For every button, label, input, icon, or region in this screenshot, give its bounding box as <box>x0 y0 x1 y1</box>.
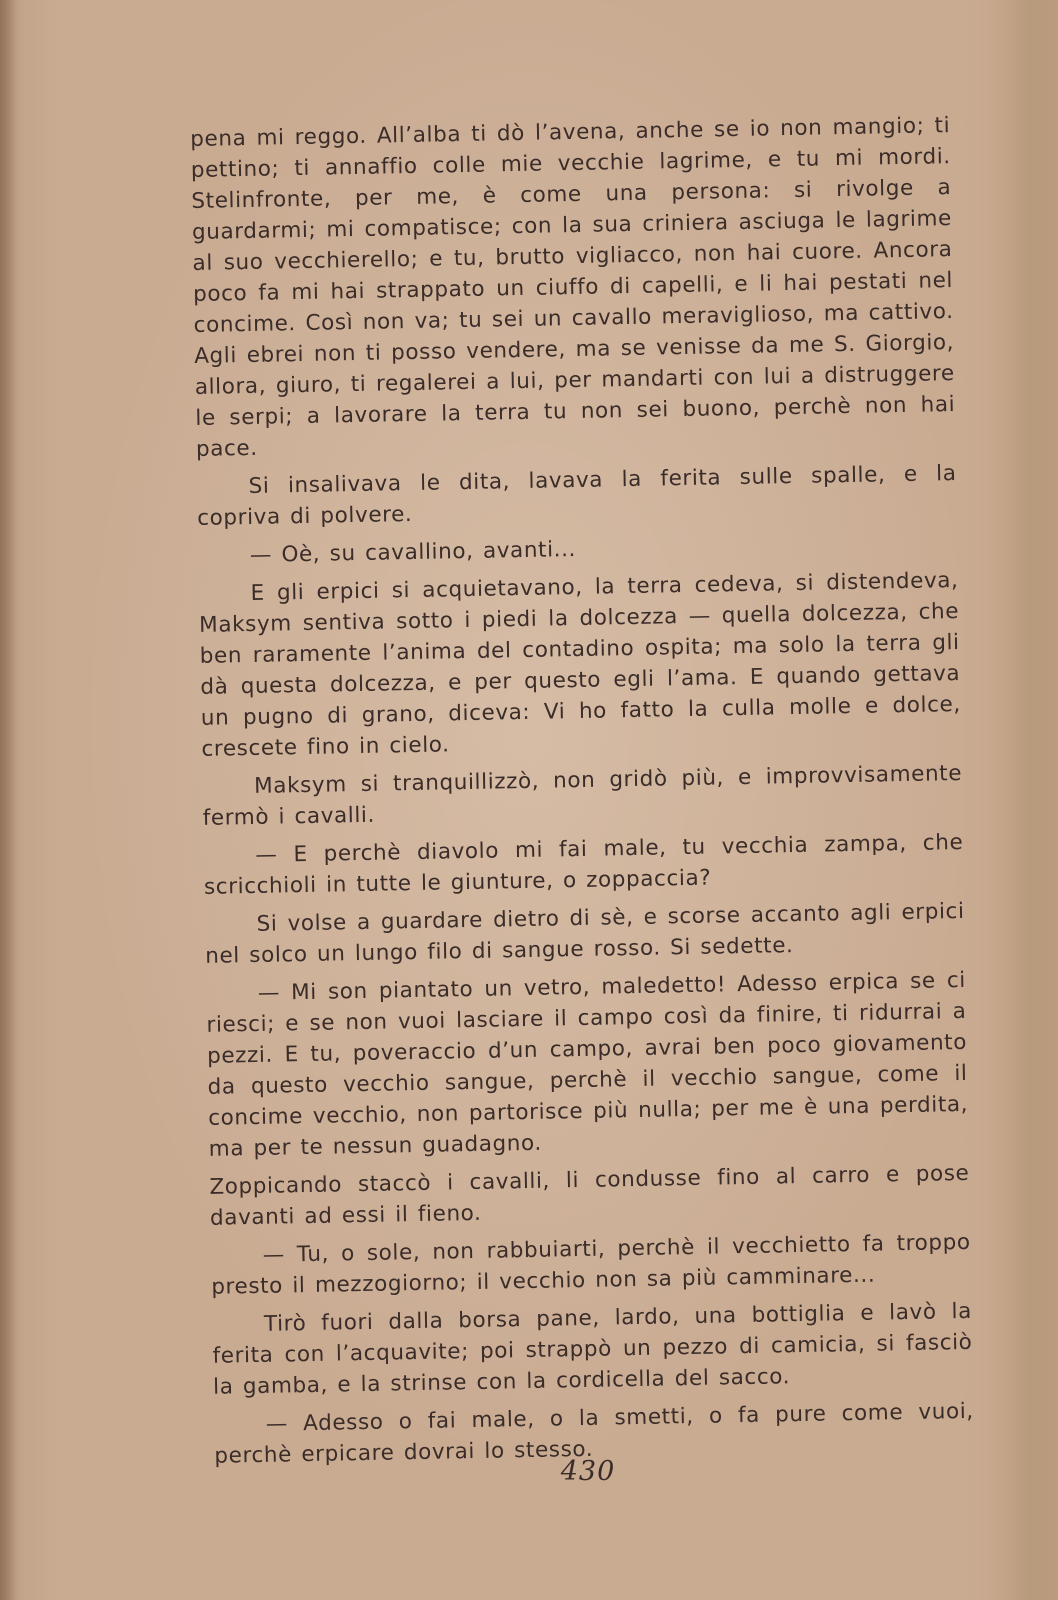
paragraph: pena mi reggo. All’alba ti dò l’avena, anche se io non mangio; ti pettino; ti annaffio colle mie vecchie lagrime, e tu mi mordi. Stelinfronte, per me, è come una persona: si rivolge a guardarmi; mi compatisce; con la sua criniera asciuga le lagrime al suo vecchierello; e tu, brutto vigliacco, non hai cuore. Ancora poco fa mi hai strappato un ciuffo di capelli, e li hai pestati nel concime. Così non va; tu sei un cavallo meraviglioso, ma cattivo. Agli ebrei non ti posso vendere, ma se venisse da me S. Giorgio, allora, giuro, ti regalerei a lui, per mandarti con lui a distruggere le serpi; a lavorare la terra tu non sei buono, perchè non hai pace. <box>190 113 956 462</box>
page-left-shadow <box>0 0 16 1600</box>
paragraph: Maksym si tranquillizzò, non gridò più, e improvvisamente fermò i cavalli. <box>202 760 963 831</box>
paragraph: — Oè, su cavallino, avanti... <box>249 537 577 568</box>
body-text <box>190 110 975 1479</box>
paragraph: — Mi son piantato un vetro, maledetto! Adesso erpica se ci riesci; e se non vuoi lasciare il campo così da finire, ti ridurrai a pezzi. E tu, poveraccio d’un campo, avrai ben poco giovamento da questo vecchio sangue, perchè il vecchio sangue, come il concime vecchio, non partorisce più nulla; per me è una perdita, ma per te nessun guadagno. <box>206 967 969 1162</box>
paragraph: Si insalivava le dita, lavava la ferita sulle spalle, e la copriva di polvere. <box>197 461 957 531</box>
paragraph: E gli erpici si acquietavano, la terra cedeva, si distendeva, Maksym sentiva sotto i piedi la dolcezza — quella dolcezza, che ben raramente l’anima del contadino ospita; ma solo la terra gli dà questa dolcezza, e per questo egli l’ama. E quando gettava un pugno di grano, diceva: Vi ho fatto la culla molle e dolce, crescete fino in cielo. <box>198 567 961 762</box>
page-number: 430 <box>560 1456 616 1487</box>
page-right-edge <box>988 0 1058 1600</box>
paragraph: Tirò fuori dalla borsa pane, lardo, una bottiglia e lavò la ferita con l’acquavite; poi strappò un pezzo di camicia, si fasciò la gamba, e la strinse con la cordicella del sacco. <box>212 1298 973 1400</box>
paragraph: Zoppicando staccò i cavalli, li condusse fino al carro e pose davanti ad essi il fieno. <box>209 1160 970 1231</box>
paragraph: — Tu, o sole, non rabbuiarti, perchè il vecchietto fa troppo presto il mezzogiorno; il vecchio non sa più camminare... <box>211 1229 971 1300</box>
paragraph: — Adesso o fai male, o la smetti, o fa pure come vuoi, perchè erpicare dovrai lo stesso. <box>214 1398 974 1469</box>
paragraph: — E perchè diavolo mi fai male, tu vecchia zampa, che scricchioli in tutte le giunture, o zoppaccia? <box>203 829 964 900</box>
paragraph: Si volse a guardare dietro di sè, e scorse accanto agli erpici nel solco un lungo filo di sangue rosso. Si sedette. <box>205 898 965 969</box>
